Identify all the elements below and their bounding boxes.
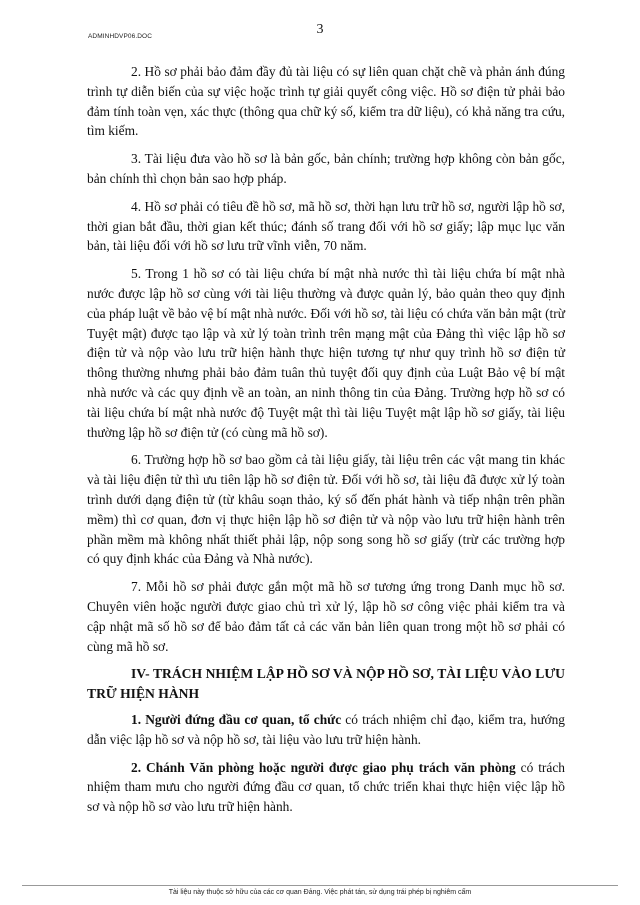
paragraph-item-3: 3. Tài liệu đưa vào hồ sơ là bản gốc, bản chính; trường hợp không còn bản gốc, bản chính thì chọn bản sao hợp pháp. bbox=[87, 151, 565, 186]
paragraph-item-4: 4. Hồ sơ phải có tiêu đề hồ sơ, mã hồ sơ, thời hạn lưu trữ hồ sơ, người lập hồ sơ, thời gian bắt đầu, thời gian kết thúc; đánh số trang đối với hồ sơ giấy; lập mục lục văn bản, tài liệu đối với hồ sơ lưu trữ vĩnh viễn, 70 năm. bbox=[87, 198, 565, 254]
paragraph-item-2: 2. Hồ sơ phải bảo đảm đầy đủ tài liệu có sự liên quan chặt chẽ và phản ánh đúng trình tự diễn biến của sự việc hoặc trình tự giải quyết công việc. Hồ sơ điện tử phải bảo đảm tính toàn vẹn, xác thực (thông qua chữ ký số, kiểm tra dữ liệu), có khả năng tra cứu, tìm kiếm. bbox=[87, 64, 565, 139]
footer-divider bbox=[22, 885, 618, 886]
paragraph-item-7: 7. Mỗi hồ sơ phải được gắn một mã hồ sơ tương ứng trong Danh mục hồ sơ. Chuyên viên hoặc người được giao chủ trì xử lý, lập hồ sơ công việc phải kiểm tra và cập nhật mã số hồ sơ để bảo đảm tất cả các văn bản liên quan trong một hồ sơ phải có cùng mã hồ sơ. bbox=[87, 579, 565, 654]
responsibility-item-1-text: có trách nhiệm chỉ đạo, kiểm tra, hướng dẫn việc lập hồ sơ và nộp hồ sơ, tài liệu vào lưu trữ hiện hành. bbox=[87, 711, 565, 747]
document-file-name: ADMINHDVP06.DOC bbox=[88, 33, 152, 40]
document-body bbox=[87, 62, 565, 825]
responsibility-item-2-subject: 2. Chánh Văn phòng hoặc người được giao phụ trách văn phòng bbox=[131, 759, 516, 775]
responsibility-item-1 bbox=[87, 710, 565, 750]
footer-notice: Tài liệu này thuộc sở hữu của các cơ quan Đảng. Việc phát tán, sử dụng trái phép bị nghiêm cấm bbox=[168, 889, 472, 896]
responsibility-item-1-subject: 1. Người đứng đầu cơ quan, tổ chức bbox=[131, 711, 342, 727]
paragraph-item-6: 6. Trường hợp hồ sơ bao gồm cả tài liệu giấy, tài liệu trên các vật mang tin khác và tài liệu điện tử thì ưu tiên lập hồ sơ điện tử. Đối với hồ sơ, tài liệu đã được xử lý toàn trình dưới dạng điện tử (từ khâu soạn thảo, ký số đến phát hành và tiếp nhận trên phần mềm) thì cơ quan, đơn vị thực hiện lập hồ sơ điện tử và nộp vào lưu trữ hiện hành trên phần mềm mà không nhất thiết phải lập, nộp song song hồ sơ giấy (trừ các trường hợp có quy định khác của Đảng và Nhà nước). bbox=[87, 452, 565, 567]
section-heading: IV- TRÁCH NHIỆM LẬP HỒ SƠ VÀ NỘP HỒ SƠ, TÀI LIỆU VÀO LƯU TRỮ HIỆN HÀNH bbox=[87, 666, 565, 702]
responsibility-item-2 bbox=[87, 758, 565, 817]
paragraph-item-5: 5. Trong 1 hồ sơ có tài liệu chứa bí mật nhà nước thì tài liệu chứa bí mật nhà nước được lập hồ sơ cùng với tài liệu thường và được quản lý, bảo quản theo quy định của pháp luật về bảo vệ bí mật nhà nước. Đối với hồ sơ, tài liệu có chứa văn bản mật (trừ Tuyệt mật) được tạo lập và xử lý toàn trình trên mạng mật của Đảng thì việc lập hồ sơ điện tử và nộp vào lưu trữ hiện hành thực hiện tương tự như quy trình hồ sơ điện tử thông thường nhưng phải bảo đảm tuân thủ tuyệt đối quy định của Luật Bảo vệ bí mật nhà nước và các quy định về an toàn, an ninh thông tin của Đảng. Trường hợp hồ sơ có tài liệu chứa bí mật nhà nước độ Tuyệt mật thì tài liệu Tuyệt mật lập hồ sơ giấy, tài liệu thường lập hồ sơ điện tử (có cùng mã hồ sơ). bbox=[87, 266, 565, 440]
page-number: 3 bbox=[316, 22, 324, 37]
responsibility-item-2-text: có trách nhiệm tham mưu cho người đứng đầu cơ quan, tổ chức triển khai thực hiện việc lập hồ sơ và nộp hồ sơ vào lưu trữ hiện hành. bbox=[87, 759, 565, 815]
